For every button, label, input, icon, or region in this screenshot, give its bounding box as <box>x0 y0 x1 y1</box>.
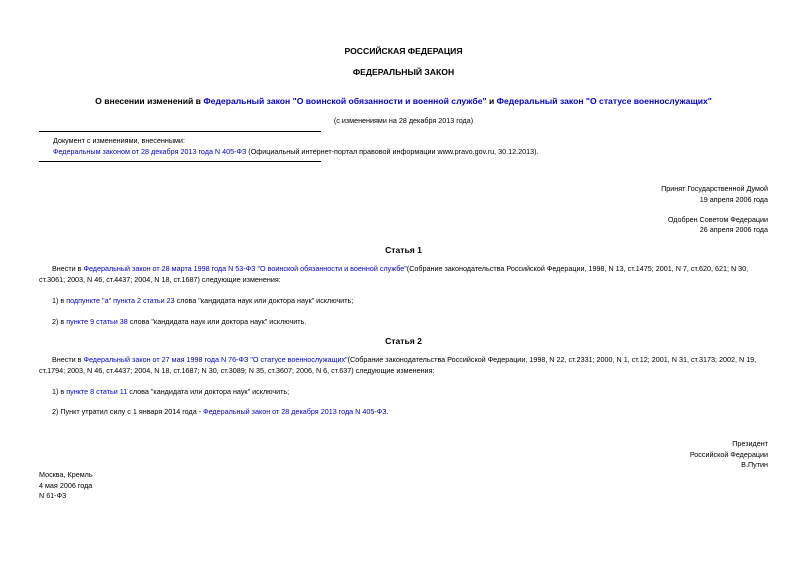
title-link-military-duty-law[interactable]: Федеральный закон "О воинской обязанности и военной службе" <box>203 96 487 106</box>
law-number: N 61-ФЗ <box>39 491 67 500</box>
duma-adoption-date: 19 апреля 2006 года <box>699 195 768 204</box>
article-2-item-2 <box>52 407 389 417</box>
title-link-servicemen-status-law[interactable]: Федеральный закон "О статусе военнослужащих" <box>496 96 712 106</box>
article-1-intro-suffix: (Собрание законодательства Российской Федерации, 1998, N 13, ст.1475; 2001, N 7, ст.620, 621; N 30, ст.3061; 2003, N 46, ст.4437; 2004, N 18, ст.1687) следующие изменения: <box>39 264 749 284</box>
article-2-intro-prefix: Внести в <box>52 355 84 364</box>
signing-place: Москва, Кремль <box>39 470 93 479</box>
article-2-item-1-link[interactable]: пункте 8 статьи 11 <box>66 387 128 396</box>
article-1-law-link[interactable]: Федеральный закон от 28 марта 1998 года N 53-ФЗ "О воинской обязанности и военной службе" <box>83 264 407 273</box>
title-prefix: О внесении изменений в <box>95 96 204 106</box>
article-1-item-2 <box>52 317 306 327</box>
council-approval: Одобрен Советом Федерации <box>667 215 768 224</box>
article-2-law-link[interactable]: Федеральный закон от 27 мая 1998 года N 76-ФЗ "О статусе военнослужащих" <box>83 355 348 364</box>
article-2-item-1-suffix: слова "кандидата или доктора наук" исключить; <box>127 387 290 396</box>
revision-note: (с изменениями на 28 декабря 2013 года) <box>333 116 474 125</box>
article-2-item-2-link[interactable]: Федеральный закон от 28 декабря 2013 года N 405-ФЗ <box>203 407 387 416</box>
amendments-entry <box>53 147 538 157</box>
amendments-label: Документ с изменениями, внесенными: <box>53 136 185 145</box>
signature-title: Президент <box>732 439 768 448</box>
amendment-source: (Официальный интернет-портал правовой информации www.pravo.gov.ru, 30.12.2013). <box>246 147 539 156</box>
article-2-item-1-prefix: 1) в <box>52 387 67 396</box>
amendment-law-link[interactable]: Федеральным законом от 28 декабря 2013 года N 405-ФЗ <box>53 147 247 156</box>
article-1-item-1-suffix: слова "кандидата наук или доктора наук" исключить; <box>174 296 354 305</box>
signature-country: Российской Федерации <box>689 450 768 459</box>
article-2-intro <box>39 355 769 376</box>
article-2-item-2-suffix: . <box>386 407 389 416</box>
council-approval-date: 26 апреля 2006 года <box>699 225 768 234</box>
signature-name: В.Путин <box>741 460 768 469</box>
amendments-top-divider <box>39 131 321 132</box>
article-2-item-2-prefix: 2) Пункт утратил силу с 1 января 2014 года - <box>52 407 204 416</box>
article-1-item-1-link[interactable]: подпункте "а" пункта 2 статьи 23 <box>66 296 175 305</box>
article-2-intro-suffix: (Собрание законодательства Российской Федерации, 1998, N 22, ст.2331; 2000, N 1, ст.12; 2001, N 31, ст.3173; 2002, N 19, ст.1794; 2003, N 46, ст.4437; 2004, N 18, ст.1687; N 30, ст.3089; N 35, ст.3607; 2006, N 6, ст.637) следующие изменения: <box>39 355 757 375</box>
article-1-heading: Статья 1 <box>385 245 422 255</box>
signing-date: 4 мая 2006 года <box>39 481 93 490</box>
article-1-intro <box>39 264 769 285</box>
article-1-item-2-link[interactable]: пункте 9 статьи 38 <box>66 317 128 326</box>
article-1-item-1 <box>52 296 353 306</box>
title-mid: и <box>486 96 497 106</box>
article-1-item-1-prefix: 1) в <box>52 296 67 305</box>
article-1-item-2-prefix: 2) в <box>52 317 67 326</box>
article-2-heading: Статья 2 <box>385 336 422 346</box>
doc-type-heading: ФЕДЕРАЛЬНЫЙ ЗАКОН <box>352 67 455 77</box>
article-1-intro-prefix: Внести в <box>52 264 84 273</box>
article-2-item-1 <box>52 387 289 397</box>
document-title <box>0 96 807 106</box>
article-1-item-2-suffix: слова "кандидата наук или доктора наук" исключить. <box>127 317 307 326</box>
amendments-bottom-divider <box>39 161 321 162</box>
duma-adoption: Принят Государственной Думой <box>661 184 768 193</box>
country-heading: РОССИЙСКАЯ ФЕДЕРАЦИЯ <box>344 46 463 56</box>
